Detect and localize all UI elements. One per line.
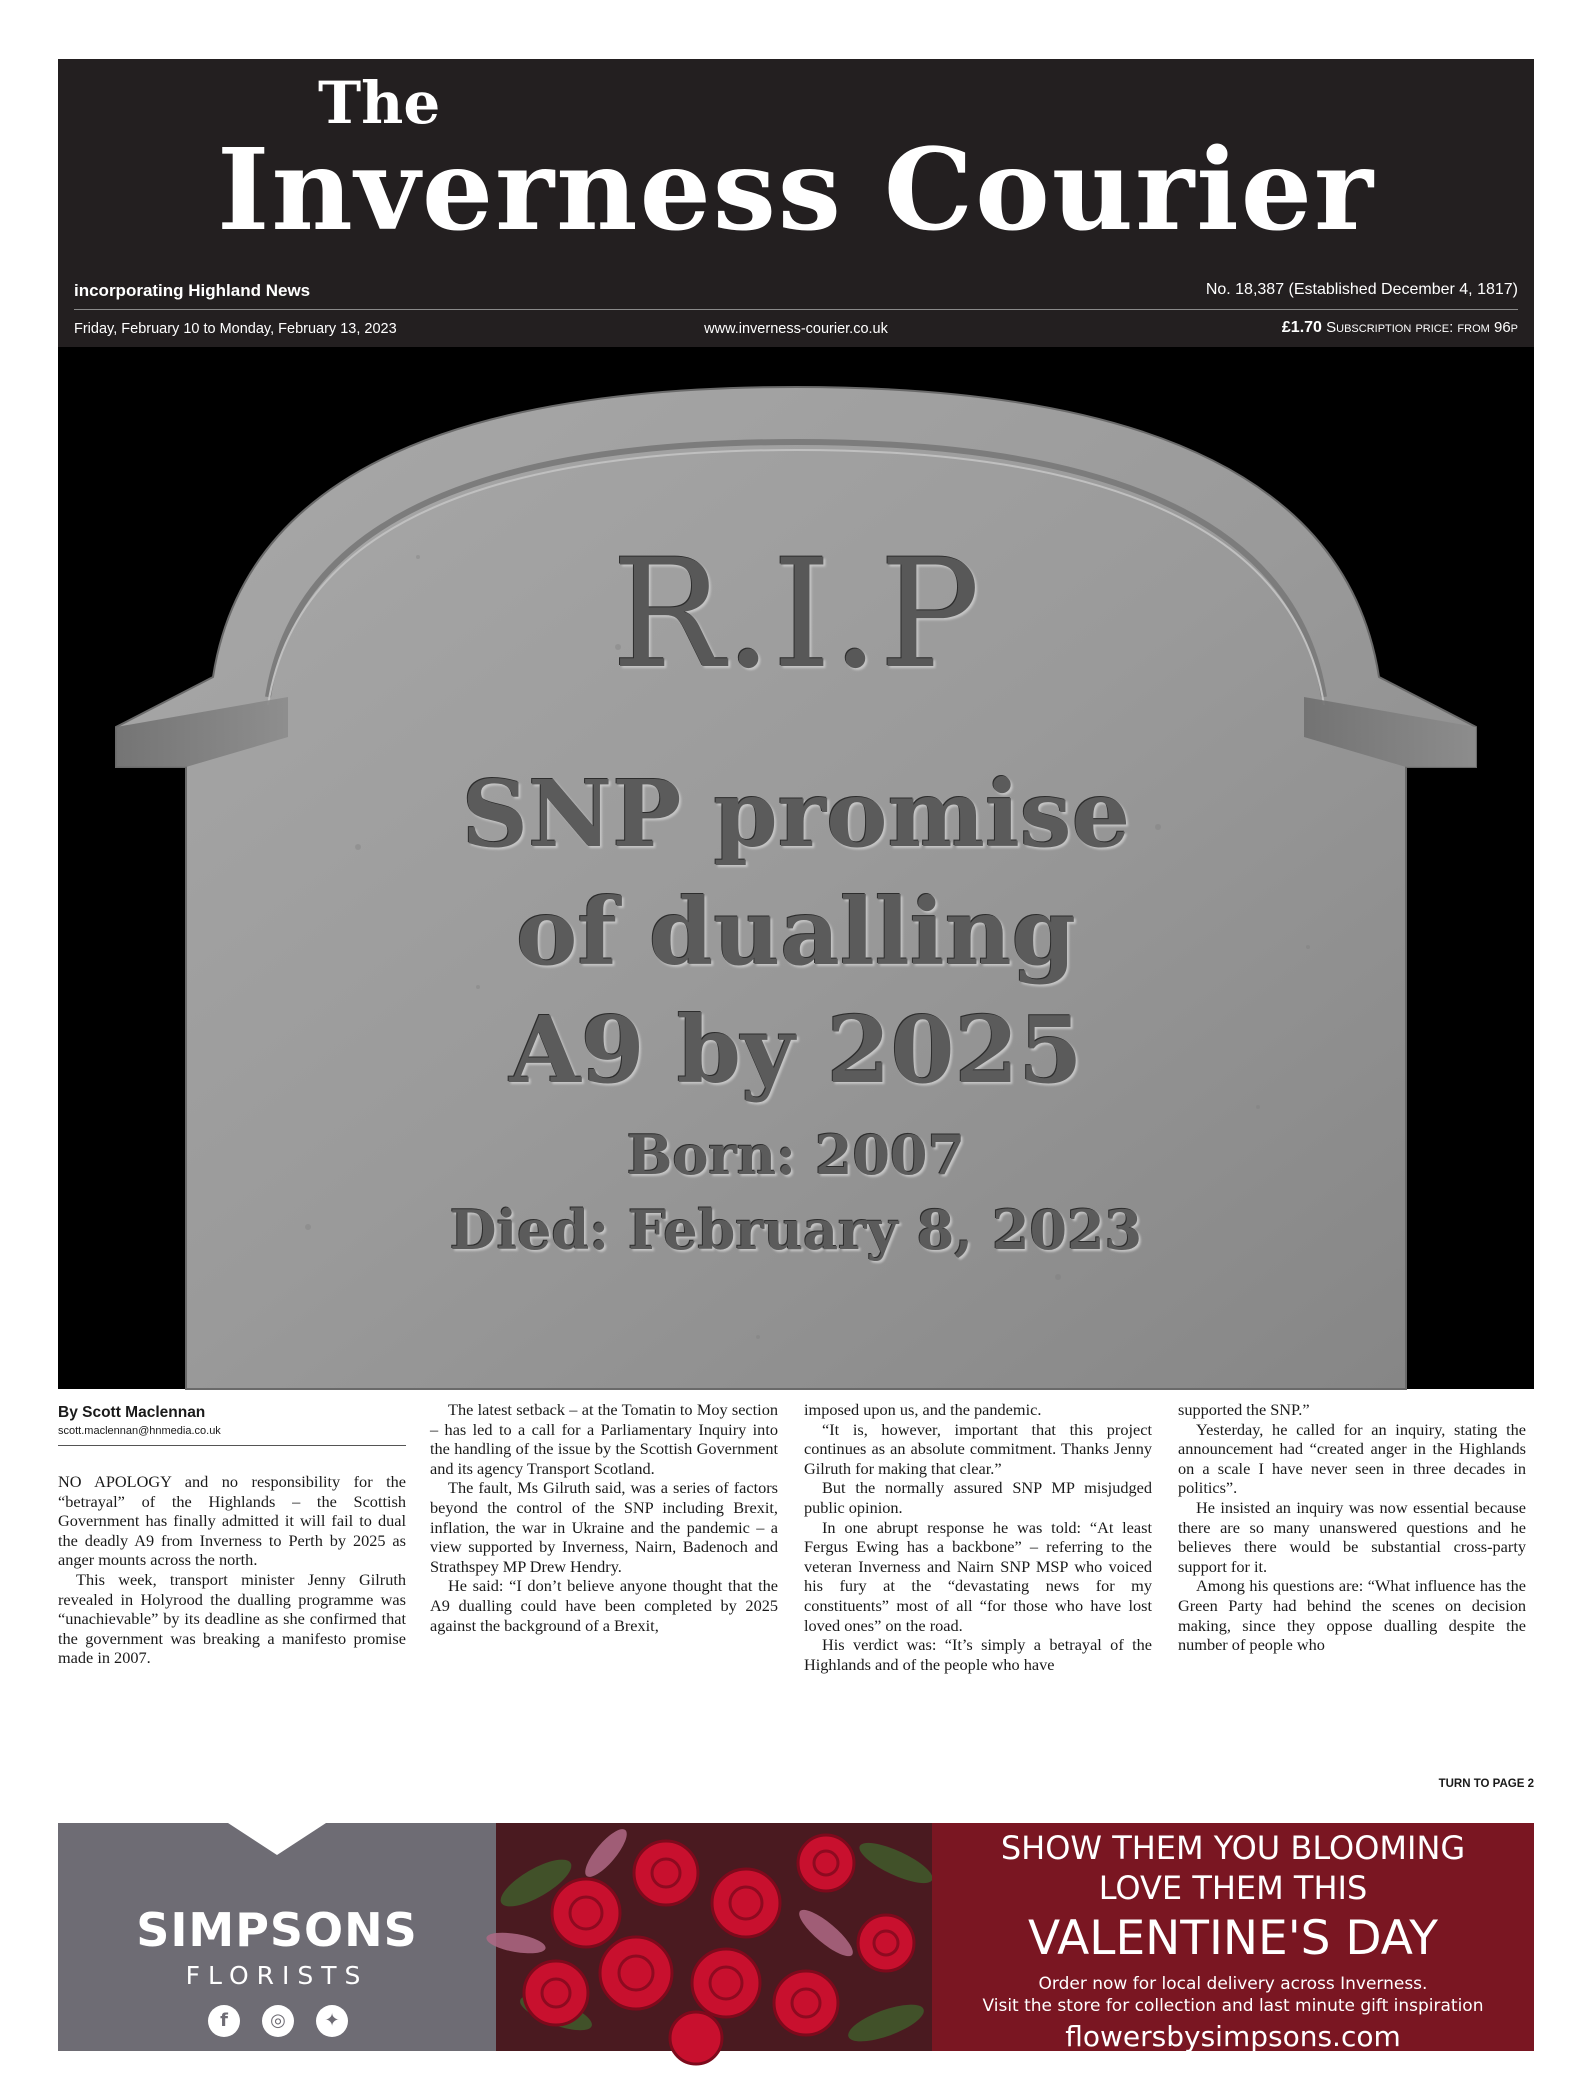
headline-line-3: A9 by 2025 [509,996,1083,1104]
twitter-icon[interactable]: ✦ [316,2005,348,2037]
brand-name: SIMPSONS [136,1903,418,1957]
paragraph: supported the SNP.” [1178,1400,1310,1419]
price-block [1282,319,1518,337]
instagram-icon[interactable]: ◎ [262,2005,294,2037]
cover-price: £1.70 [1281,319,1322,336]
born-date: Born: 2007 [626,1123,966,1187]
author-name: By Scott Maclennan [58,1404,206,1421]
brand-subtitle: FLORISTS [185,1961,369,1990]
ad-message-panel [932,1823,1534,2085]
article-column-1 [58,1472,406,1668]
paragraph: Among his questions are: “What influence has the Green Party had behind the scenes on decision making, since they oppose dualling despite the number of people who [1178,1576,1526,1655]
issue-number: No. 18,387 (Established December 4, 1817) [1205,281,1518,298]
masthead-the: The [318,69,441,137]
author-email[interactable]: scott.maclennan@hnmedia.co.uk [58,1423,406,1446]
paragraph: His verdict was: “It’s simply a betrayal of the Highlands and of the people who have [804,1635,1152,1674]
masthead-divider [74,309,1518,310]
newspaper-title: Inverness Courier [216,125,1376,256]
headline-line-2: of dualling [516,878,1076,986]
facebook-icon[interactable]: f [208,2005,240,2037]
ad-phone-number[interactable]: 01463 250777 [1130,2052,1336,2085]
ad-store-text: Visit the store for collection and last minute gift inspiration [982,1996,1484,2016]
article-column-3 [804,1400,1152,1674]
paragraph: He insisted an inquiry was now essential because there are so many unanswered questions and he believes there would be substantial cross-party support for it. [1178,1497,1526,1576]
paragraph: But the normally assured SNP MP misjudged public opinion. [804,1478,1152,1517]
ad-headline-1: SHOW THEM YOU BLOOMING [1000,1829,1466,1867]
ad-website-link[interactable]: flowersbysimpsons.com [1065,2020,1401,2053]
ad-delivery-text: Order now for local delivery across Inverness. [1038,1974,1428,1994]
roses-illustration [496,1823,932,2051]
social-links [208,2005,348,2037]
roses-bouquet-image [496,1823,932,2051]
article-column-2 [430,1400,778,1635]
paragraph: “It is, however, important that this project continues as an absolute commitment. Thanks Jenny Gilruth for making that clear.” [804,1419,1152,1478]
byline [58,1403,406,1446]
turn-to-page[interactable]: TURN TO PAGE 2 [1438,1778,1534,1790]
paragraph: NO APOLOGY and no responsibility for the “betrayal” of the Highlands – the Scottish Government has finally admitted it will fail to dual the deadly A9 from Inverness to Perth by 2025 as anger mounts across the north. [58,1472,406,1570]
paragraph: In one abrupt response he was told: “At least Fergus Ewing has a backbone” – referring to the veteran Inverness and Nairn SNP MSP who voiced his fury at the “devastating news for my constituents” most of all “for those who have lost loved ones” on the road. [804,1517,1152,1635]
ad-headline-2: LOVE THEM THIS [1098,1869,1368,1907]
ad-brand-panel [58,1823,496,2051]
headline-line-1: SNP promise [461,760,1131,868]
died-date: Died: February 8, 2023 [449,1198,1143,1262]
website-link[interactable]: www.inverness-courier.co.uk [704,321,888,337]
paragraph: This week, transport minister Jenny Gilruth revealed in Holyrood the dualling programme was “unachievable” by its deadline as she confirmed that the government was breaking a manifesto promise made in 2007. [58,1569,406,1668]
dateline: Friday, February 10 to Monday, February 13, 2023 [74,321,397,337]
ad-headline-3: VALENTINE'S DAY [1027,1911,1439,1966]
tagline: incorporating Highland News [74,281,311,300]
article-column-4 [1178,1400,1526,1655]
masthead [58,59,1534,347]
paragraph: imposed upon us, and the pandemic. [804,1400,1042,1419]
paragraph: The latest setback – at the Tomatin to Moy section – has led to a call for a Parliamentary Inquiry into the handling of the issue by the Scottish Government and its agency Transport Scotland. [430,1400,778,1478]
paragraph: He said: “I don’t believe anyone thought that the A9 dualling could have been completed by 2025 against the background of a Brexit, [430,1576,778,1635]
rip-headline: R.I.P [611,528,981,702]
panel-notch [58,1823,496,1863]
paragraph: Yesterday, he called for an inquiry, stating the announcement had “created anger in the Highlands on a scale I have never seen in three decades in politics”. [1178,1419,1526,1498]
subscription-price: Subscription price: from 96p [1326,319,1518,336]
hero-image [58,347,1534,1389]
paragraph: The fault, Ms Gilruth said, was a series of factors beyond the control of the SNP including Brexit, inflation, the war in Ukraine and the pandemic – a view supported by Inverness, Nairn, Badenoch and Strathspey MP Drew Hendry. [430,1478,778,1576]
advertisement[interactable] [58,1823,1534,2085]
